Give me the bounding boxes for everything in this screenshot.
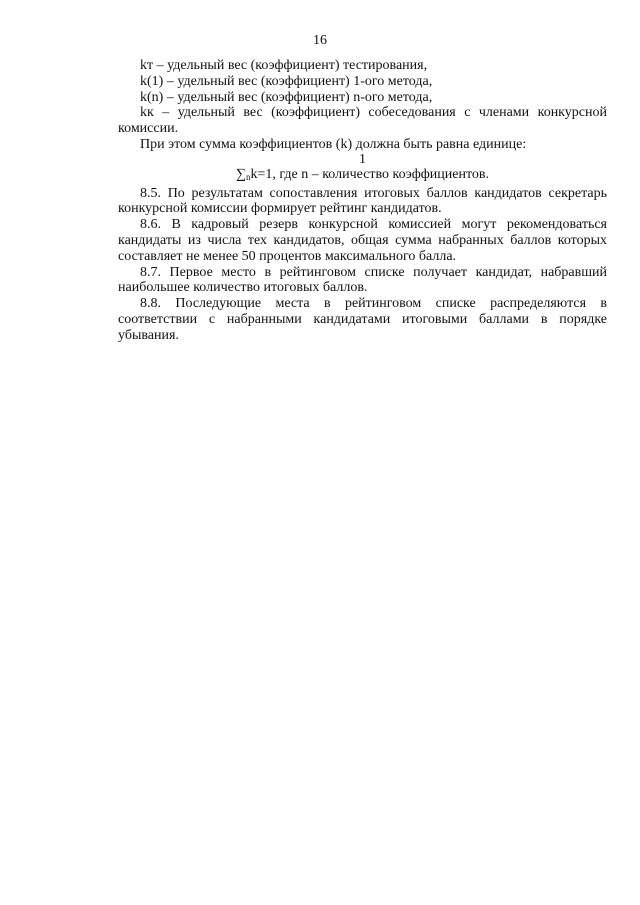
sigma-symbol: ∑ <box>235 166 246 182</box>
item-8-7: 8.7. Первое место в рейтинговом списке получает кандидат, набравший наибольшее количество итоговых баллов. <box>118 264 607 296</box>
formula-subscript: n <box>245 171 251 182</box>
item-8-6: 8.6. В кадровый резерв конкурсной комиссией могут рекомендоваться кандидаты из числа тех кандидатов, общая сумма набранных баллов которых составляет не менее 50 процентов максимального балла. <box>118 217 607 264</box>
formula <box>118 167 607 186</box>
formula-body: k=1, где n – количество коэффициентов. <box>250 166 490 182</box>
definition-kn: k(n) – удельный вес (коэффициент) n-ого метода, <box>140 89 433 105</box>
formula-upper-limit: 1 <box>359 151 366 167</box>
item-8-8: 8.8. Последующие места в рейтинговом списке распределяются в соответствии с набранными кандидатами итоговыми баллами в порядке убывания. <box>118 296 607 343</box>
definition-k1: k(1) – удельный вес (коэффициент) 1-ого метода, <box>140 73 433 89</box>
item-8-5: 8.5. По результатам сопоставления итоговых баллов кандидатов секретарь конкурсной комиссии формирует рейтинг кандидатов. <box>118 185 607 217</box>
definition-kk: kк – удельный вес (коэффициент) собеседования с членами конкурсной комиссии. <box>118 105 607 137</box>
definition-kt: kт – удельный вес (коэффициент) тестирования, <box>140 58 428 73</box>
page-number: 16 <box>313 33 327 48</box>
document-body <box>118 58 607 344</box>
sum-intro: При этом сумма коэффициентов (k) должна быть равна единице: <box>140 136 527 152</box>
